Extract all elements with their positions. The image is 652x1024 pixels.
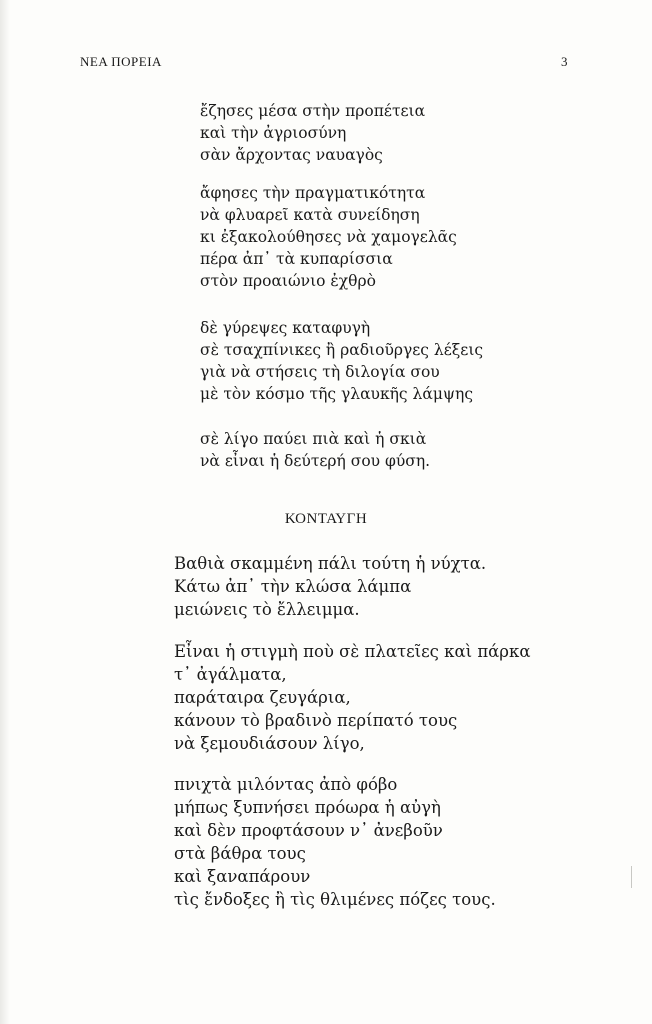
verse-line: πνιχτὰ μιλόντας ἀπὸ φόβο [174,775,398,794]
verse-line: δὲ γύρεψες καταφυγὴ [200,319,371,337]
verse-line: Βαθιὰ σκαμμένη πάλι τούτη ἡ νύχτα. [174,554,487,573]
verse-line: ἔζησες μέσα στὴν προπέτεια [200,102,426,120]
verse-line: κι ἐξακολούθησες νὰ χαμογελᾶς [200,228,457,246]
verse-line: νὰ φλυαρεῖ κατὰ συνείδηση [200,206,420,224]
verse-line: καὶ τὴν ἀγριοσύνη [200,124,347,142]
verse-line: τὶς ἔνδοξες ἢ τὶς θλιμένες πόζες τους. [174,890,496,909]
poem-1-stanza [200,428,430,472]
poem-2-stanza [174,640,530,755]
verse-line: καὶ δὲν προφτάσουν ν᾽ ἀνεβοῦν [174,821,443,840]
poem-1-stanza [200,100,425,166]
verse-line: κάνουν τὸ βραδινὸ περίπατό τους [174,711,458,730]
verse-line: στὰ βάθρα τους [174,844,306,863]
poem-1-stanza [200,182,457,292]
verse-line: σὲ τσαχπίνικες ἢ ραδιοῦργες λέξεις [200,341,484,359]
verse-line: σὰν ἄρχοντας ναυαγὸς [200,146,383,164]
poem-2-stanza [174,773,496,911]
verse-line: Εἶναι ἡ στιγμὴ ποὺ σὲ πλατεῖες καὶ πάρκα [174,642,531,661]
verse-line: μήπως ξυπνήσει πρόωρα ἡ αὐγὴ [174,798,441,817]
page-number: 3 [561,54,568,69]
verse-line: σὲ λίγο παύει πιὰ καὶ ἡ σκιὰ [200,430,427,448]
verse-line: μὲ τὸν κόσμο τῆς γλαυκῆς λάμψης [200,385,474,403]
running-head: ΝΕΑ ΠΟΡΕΙΑ [80,54,162,69]
poem-2-stanza [174,552,486,621]
verse-line: καὶ ξαναπάρουν [174,867,311,886]
verse-line: Κάτω ἀπ᾽ τὴν κλώσα λάμπα [174,577,412,596]
verse-line: μειώνεις τὸ ἔλλειμμα. [174,600,360,619]
verse-line: παράταιρα ζευγάρια, [174,688,351,707]
poem-1-stanza [200,317,483,405]
verse-line: νὰ εἶναι ἡ δεύτερή σου φύση. [200,452,431,470]
poem-title: ΚΟΝΤΑΥΓΗ [284,511,368,527]
verse-line: στὸν προαιώνιο ἐχθρὸ [200,272,376,290]
page-header [80,54,568,74]
verse-line: ἄφησες τὴν πραγματικότητα [200,184,426,202]
verse-line: τ᾽ ἀγάλματα, [174,665,287,684]
scan-mark [631,866,632,888]
verse-line: γιὰ νὰ στήσεις τὴ διλογία σου [200,363,440,381]
verse-line: πέρα ἀπ᾽ τὰ κυπαρίσσια [200,250,393,268]
verse-line: νὰ ξεμουδιάσουν λίγο, [174,734,365,753]
